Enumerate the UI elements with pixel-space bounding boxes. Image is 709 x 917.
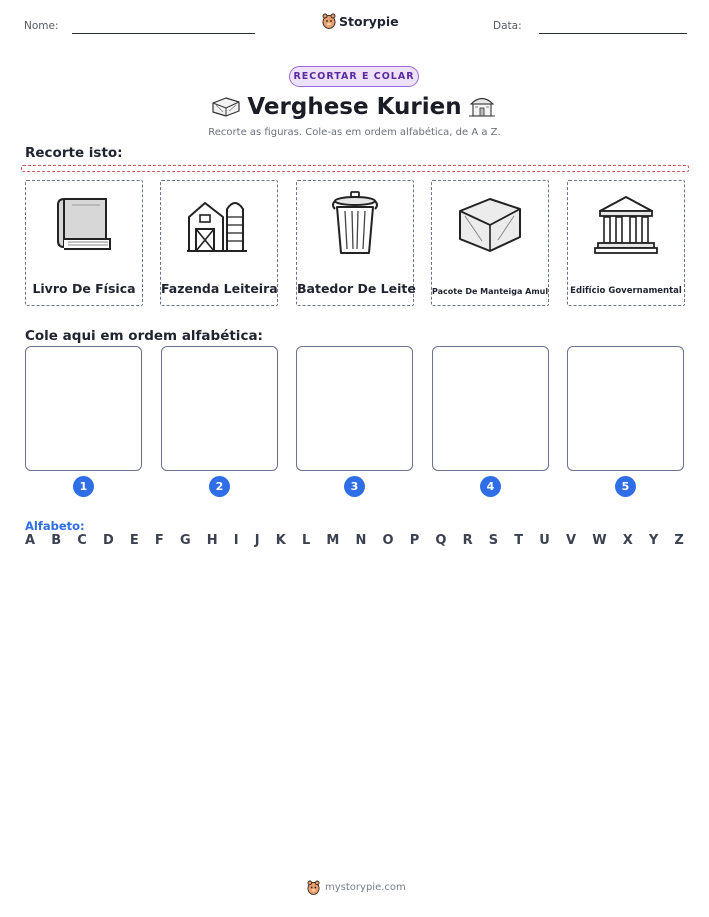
logo-text: Storypie (339, 13, 399, 29)
barn-icon (185, 189, 253, 261)
cut-card-government-building[interactable] (567, 180, 685, 306)
alphabet-letter: N (355, 533, 367, 548)
paste-section-label: Cole aqui em ordem alfabética: (25, 328, 263, 344)
cut-card-book[interactable] (25, 180, 143, 306)
alphabet-letter: P (409, 533, 420, 548)
government-building-icon (592, 189, 660, 261)
alphabet-letter: U (539, 533, 550, 548)
paste-box-1[interactable] (25, 346, 142, 471)
alphabet-letter: Z (674, 533, 684, 548)
card-label: Livro De Física (32, 281, 136, 296)
paste-box-2[interactable] (161, 346, 278, 471)
alphabet-letter: W (592, 533, 607, 548)
alphabet-letter: J (254, 533, 260, 548)
alphabet-letter: F (154, 533, 164, 548)
order-number: 1 (73, 476, 94, 497)
date-line[interactable] (539, 33, 687, 34)
storypie-logo (322, 13, 399, 29)
alphabet-letter: B (51, 533, 62, 548)
alphabet-letter: K (275, 533, 286, 548)
alphabet-letter: O (382, 533, 394, 548)
alphabet-letter: V (566, 533, 577, 548)
alphabet-letter: L (301, 533, 311, 548)
hut-title-icon (467, 93, 497, 119)
book-icon (50, 189, 118, 261)
alphabet-letter: Y (648, 533, 659, 548)
footer (307, 880, 406, 895)
alphabet-letter: H (206, 533, 218, 548)
storypie-mascot-icon (322, 13, 336, 29)
name-line[interactable] (72, 33, 255, 34)
page-title: Verghese Kurien (247, 94, 462, 120)
alphabet-label: Alfabeto: (25, 519, 85, 533)
card-label: Batedor De Leite (297, 281, 416, 296)
cut-section-label: Recorte isto: (25, 145, 123, 161)
name-label: Nome: (24, 20, 59, 32)
alphabet-letter: R (462, 533, 473, 548)
alphabet-letter: Q (435, 533, 447, 548)
alphabet-letter: A (25, 533, 36, 548)
alphabet-letter: S (488, 533, 499, 548)
footer-url[interactable]: mystorypie.com (325, 882, 406, 893)
card-label: Fazenda Leiteira (161, 281, 278, 296)
card-label: Edifício Governamental (570, 286, 682, 296)
activity-badge: RECORTAR E COLAR (289, 66, 419, 87)
alphabet-letter: I (233, 533, 239, 548)
paste-box-3[interactable] (296, 346, 413, 471)
card-label: Pacote De Manteiga Amul (432, 287, 549, 296)
alphabet-letter: D (102, 533, 114, 548)
paste-box-4[interactable] (432, 346, 549, 471)
cut-card-milk-churn[interactable] (296, 180, 414, 306)
order-number: 5 (615, 476, 636, 497)
alphabet-letter: M (326, 533, 340, 548)
alphabet-letter: G (179, 533, 191, 548)
alphabet-letter: C (77, 533, 87, 548)
alphabet-letter: E (129, 533, 139, 548)
storypie-mascot-icon (307, 880, 320, 895)
milk-churn-icon (321, 189, 389, 261)
order-number: 4 (480, 476, 501, 497)
date-label: Data: (493, 20, 522, 32)
alphabet-row (25, 533, 684, 548)
cut-card-butter[interactable] (431, 180, 549, 306)
order-number: 2 (209, 476, 230, 497)
cut-line (21, 165, 689, 172)
alphabet-letter: X (622, 533, 633, 548)
paste-box-5[interactable] (567, 346, 684, 471)
butter-package-icon (456, 189, 524, 261)
order-number: 3 (344, 476, 365, 497)
instructions: Recorte as figuras. Cole-as em ordem alfabética, de A a Z. (208, 127, 501, 138)
cut-card-barn[interactable] (160, 180, 278, 306)
alphabet-letter: T (514, 533, 524, 548)
